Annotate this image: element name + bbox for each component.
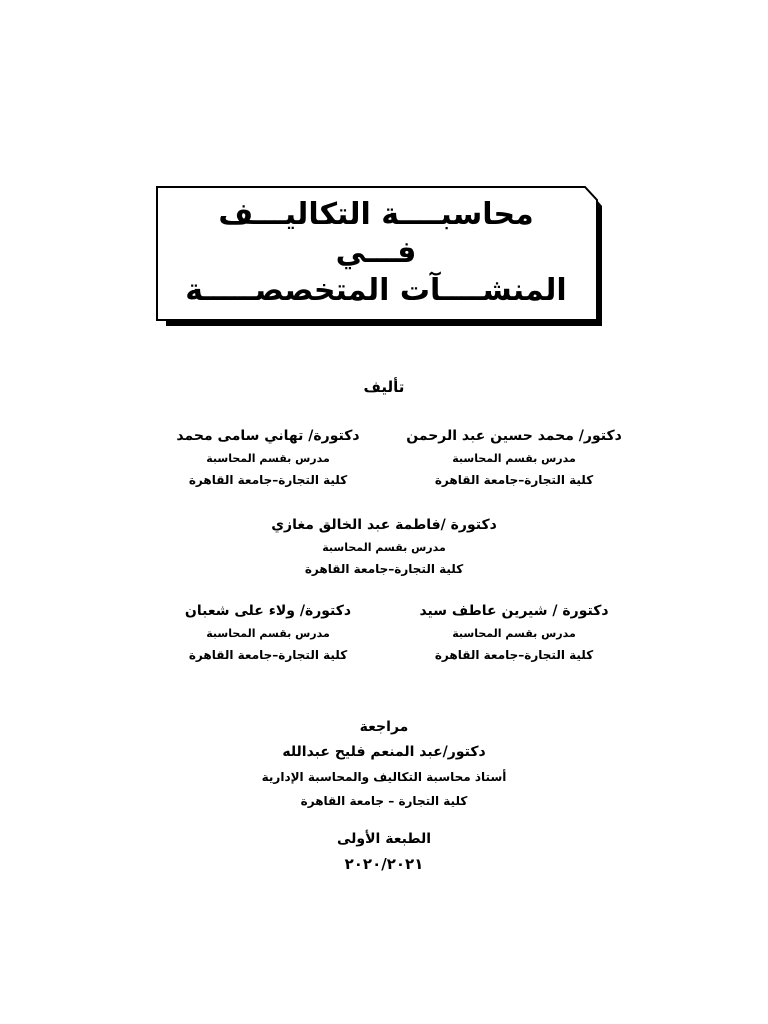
author-2-role: مدرس بقسم المحاسبة xyxy=(206,452,330,465)
authorship-label: تأليف xyxy=(363,378,405,396)
author-1-role: مدرس بقسم المحاسبة xyxy=(452,452,576,465)
author-2 xyxy=(138,427,398,488)
author-3 xyxy=(254,516,514,577)
edition-years: ٢٠٢٠/٢٠٢١ xyxy=(344,855,424,873)
reviewer-name: دكتور/عبد المنعم فليح عبدالله xyxy=(282,744,486,760)
review-label: مراجعة xyxy=(359,719,409,735)
author-2-institution: كلية التجارة–جامعة القاهرة xyxy=(188,473,348,487)
author-5-name: دكتورة/ ولاء على شعبان xyxy=(184,603,352,619)
author-3-name: دكتورة /فاطمة عبد الخالق مغازي xyxy=(271,517,497,533)
title-text xyxy=(156,186,596,320)
title-line-1: محاسبــــة التكاليـــف xyxy=(218,197,534,232)
author-4-institution: كلية التجارة–جامعة القاهرة xyxy=(434,648,594,662)
edition-label: الطبعة الأولى xyxy=(336,831,432,847)
title-line-3: المنشــــآت المتخصصـــــة xyxy=(185,273,567,308)
author-1-name: دكتور/ محمد حسين عبد الرحمن xyxy=(406,428,622,444)
author-4-name: دكتورة / شيرين عاطف سيد xyxy=(419,603,609,619)
author-3-institution: كلية التجارة–جامعة القاهرة xyxy=(304,562,464,576)
author-2-name: دكتورة/ تهاني سامى محمد xyxy=(176,428,360,444)
author-5-role: مدرس بقسم المحاسبة xyxy=(206,627,330,640)
author-4-role: مدرس بقسم المحاسبة xyxy=(452,627,576,640)
author-5-institution: كلية التجارة–جامعة القاهرة xyxy=(188,648,348,662)
author-4 xyxy=(384,602,644,663)
author-1 xyxy=(384,427,644,488)
reviewer-institution: كلية التجارة – جامعة القاهرة xyxy=(300,794,468,808)
author-3-role: مدرس بقسم المحاسبة xyxy=(322,541,446,554)
author-1-institution: كلية التجارة–جامعة القاهرة xyxy=(434,473,594,487)
title-line-2: فـــي xyxy=(335,235,417,270)
reviewer-role: أستاذ محاسبة التكاليف والمحاسبة الإدارية xyxy=(261,770,507,784)
title-frame xyxy=(156,186,604,326)
author-5 xyxy=(138,602,398,663)
